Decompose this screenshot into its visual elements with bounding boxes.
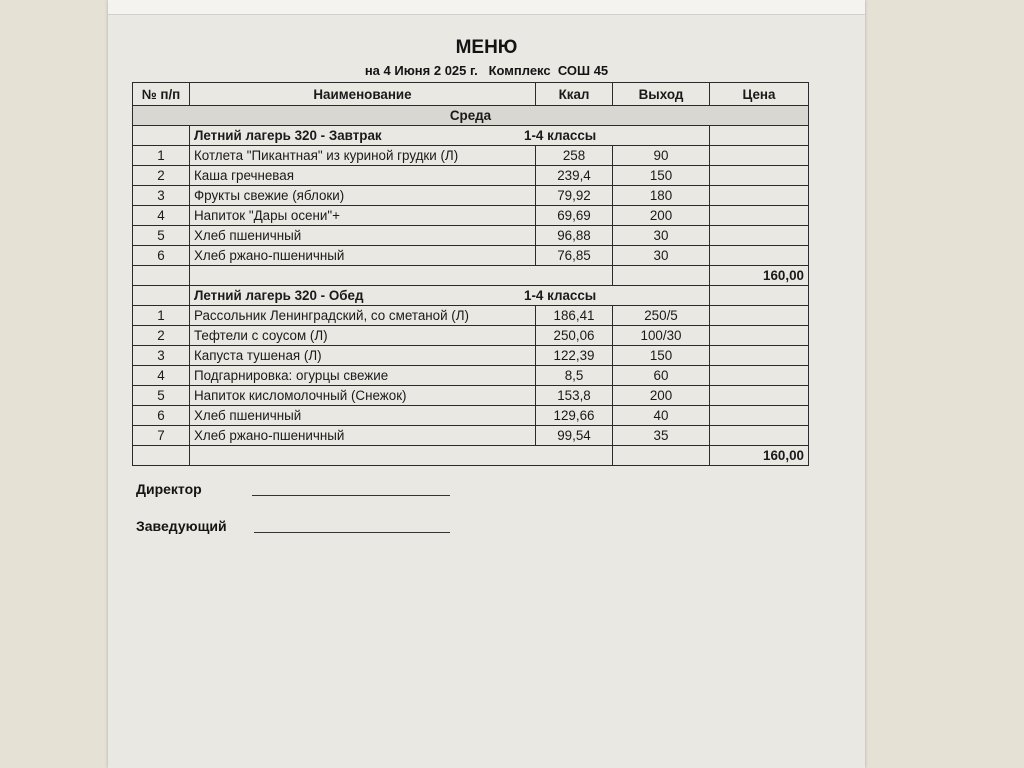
item-kcal: 153,8 — [536, 386, 613, 406]
col-header-output: Выход — [613, 83, 710, 106]
section-grade: 1-4 классы — [524, 128, 597, 143]
item-output: 180 — [613, 186, 710, 206]
item-price — [710, 366, 809, 386]
item-price — [710, 386, 809, 406]
total-blank — [613, 266, 710, 286]
item-price — [710, 246, 809, 266]
item-num: 2 — [133, 166, 190, 186]
table-row — [133, 306, 809, 326]
director-signature-line — [252, 495, 450, 496]
document-subtitle: на 4 Июня 2 025 г. Комплекс СОШ 45 — [364, 63, 609, 78]
total-blank — [190, 446, 613, 466]
item-output: 40 — [613, 406, 710, 426]
section-total-row — [133, 446, 809, 466]
document-title: МЕНЮ — [455, 37, 518, 58]
table-row — [133, 226, 809, 246]
total-blank — [133, 266, 190, 286]
section-title: Летний лагерь 320 - Обед — [194, 288, 364, 303]
item-num: 3 — [133, 346, 190, 366]
item-kcal: 129,66 — [536, 406, 613, 426]
section-title: Летний лагерь 320 - Завтрак — [194, 128, 382, 143]
item-kcal: 239,4 — [536, 166, 613, 186]
section-num-blank — [133, 286, 190, 306]
item-kcal: 99,54 — [536, 426, 613, 446]
item-name: Хлеб ржано-пшеничный — [190, 426, 536, 446]
item-output: 150 — [613, 346, 710, 366]
table-row — [133, 386, 809, 406]
item-num: 5 — [133, 386, 190, 406]
item-name: Капуста тушеная (Л) — [190, 346, 536, 366]
item-price — [710, 226, 809, 246]
item-name: Напиток кисломолочный (Снежок) — [190, 386, 536, 406]
total-blank — [613, 446, 710, 466]
table-row — [133, 146, 809, 166]
item-num: 6 — [133, 246, 190, 266]
item-kcal: 258 — [536, 146, 613, 166]
manager-signature-line — [254, 532, 450, 533]
day-row — [133, 106, 809, 126]
item-price — [710, 206, 809, 226]
item-num: 6 — [133, 406, 190, 426]
table-row — [133, 186, 809, 206]
item-name: Хлеб пшеничный — [190, 406, 536, 426]
col-header-kcal: Ккал — [536, 83, 613, 106]
col-header-num: № п/п — [133, 83, 190, 106]
section-grade: 1-4 классы — [524, 288, 597, 303]
table-row — [133, 406, 809, 426]
table-row — [133, 166, 809, 186]
item-name: Напиток "Дары осени"+ — [190, 206, 536, 226]
item-kcal: 96,88 — [536, 226, 613, 246]
item-name: Хлеб пшеничный — [190, 226, 536, 246]
item-price — [710, 146, 809, 166]
item-output: 30 — [613, 246, 710, 266]
item-name: Рассольник Ленинградский, со сметаной (Л) — [190, 306, 536, 326]
item-name: Хлеб ржано-пшеничный — [190, 246, 536, 266]
paper-top-edge — [108, 0, 865, 15]
total-blank — [190, 266, 613, 286]
item-price — [710, 406, 809, 426]
item-output: 90 — [613, 146, 710, 166]
item-num: 2 — [133, 326, 190, 346]
section-title-cell — [190, 286, 710, 306]
item-output: 100/30 — [613, 326, 710, 346]
table-row — [133, 346, 809, 366]
item-output: 30 — [613, 226, 710, 246]
item-kcal: 186,41 — [536, 306, 613, 326]
section-total-row — [133, 266, 809, 286]
item-output: 150 — [613, 166, 710, 186]
table-row — [133, 426, 809, 446]
item-output: 250/5 — [613, 306, 710, 326]
item-num: 1 — [133, 306, 190, 326]
table-row — [133, 366, 809, 386]
menu-sheet — [108, 0, 865, 768]
table-row — [133, 206, 809, 226]
item-name: Подгарнировка: огурцы свежие — [190, 366, 536, 386]
director-label: Директор — [136, 481, 202, 497]
item-num: 7 — [133, 426, 190, 446]
section-num-blank — [133, 126, 190, 146]
section-price-blank — [710, 126, 809, 146]
manager-label: Заведующий — [136, 518, 227, 534]
item-name: Каша гречневая — [190, 166, 536, 186]
item-kcal: 79,92 — [536, 186, 613, 206]
item-name: Фрукты свежие (яблоки) — [190, 186, 536, 206]
col-header-price: Цена — [710, 83, 809, 106]
item-num: 4 — [133, 366, 190, 386]
section-total: 160,00 — [710, 446, 809, 466]
item-output: 200 — [613, 386, 710, 406]
item-name: Котлета "Пикантная" из куриной грудки (Л) — [190, 146, 536, 166]
item-output: 200 — [613, 206, 710, 226]
item-kcal: 122,39 — [536, 346, 613, 366]
col-header-name: Наименование — [190, 83, 536, 106]
item-kcal: 250,06 — [536, 326, 613, 346]
menu-table — [132, 82, 809, 466]
total-blank — [133, 446, 190, 466]
item-price — [710, 346, 809, 366]
section-header-breakfast — [133, 126, 809, 146]
item-num: 1 — [133, 146, 190, 166]
section-price-blank — [710, 286, 809, 306]
item-num: 5 — [133, 226, 190, 246]
table-row — [133, 326, 809, 346]
item-kcal: 69,69 — [536, 206, 613, 226]
item-num: 3 — [133, 186, 190, 206]
section-total: 160,00 — [710, 266, 809, 286]
day-label: Среда — [133, 106, 809, 126]
item-num: 4 — [133, 206, 190, 226]
item-price — [710, 186, 809, 206]
item-price — [710, 166, 809, 186]
item-price — [710, 426, 809, 446]
item-kcal: 8,5 — [536, 366, 613, 386]
table-header-row — [133, 83, 809, 106]
item-output: 35 — [613, 426, 710, 446]
item-kcal: 76,85 — [536, 246, 613, 266]
item-name: Тефтели с соусом (Л) — [190, 326, 536, 346]
item-output: 60 — [613, 366, 710, 386]
item-price — [710, 306, 809, 326]
table-row — [133, 246, 809, 266]
section-title-cell — [190, 126, 710, 146]
item-price — [710, 326, 809, 346]
section-header-lunch — [133, 286, 809, 306]
